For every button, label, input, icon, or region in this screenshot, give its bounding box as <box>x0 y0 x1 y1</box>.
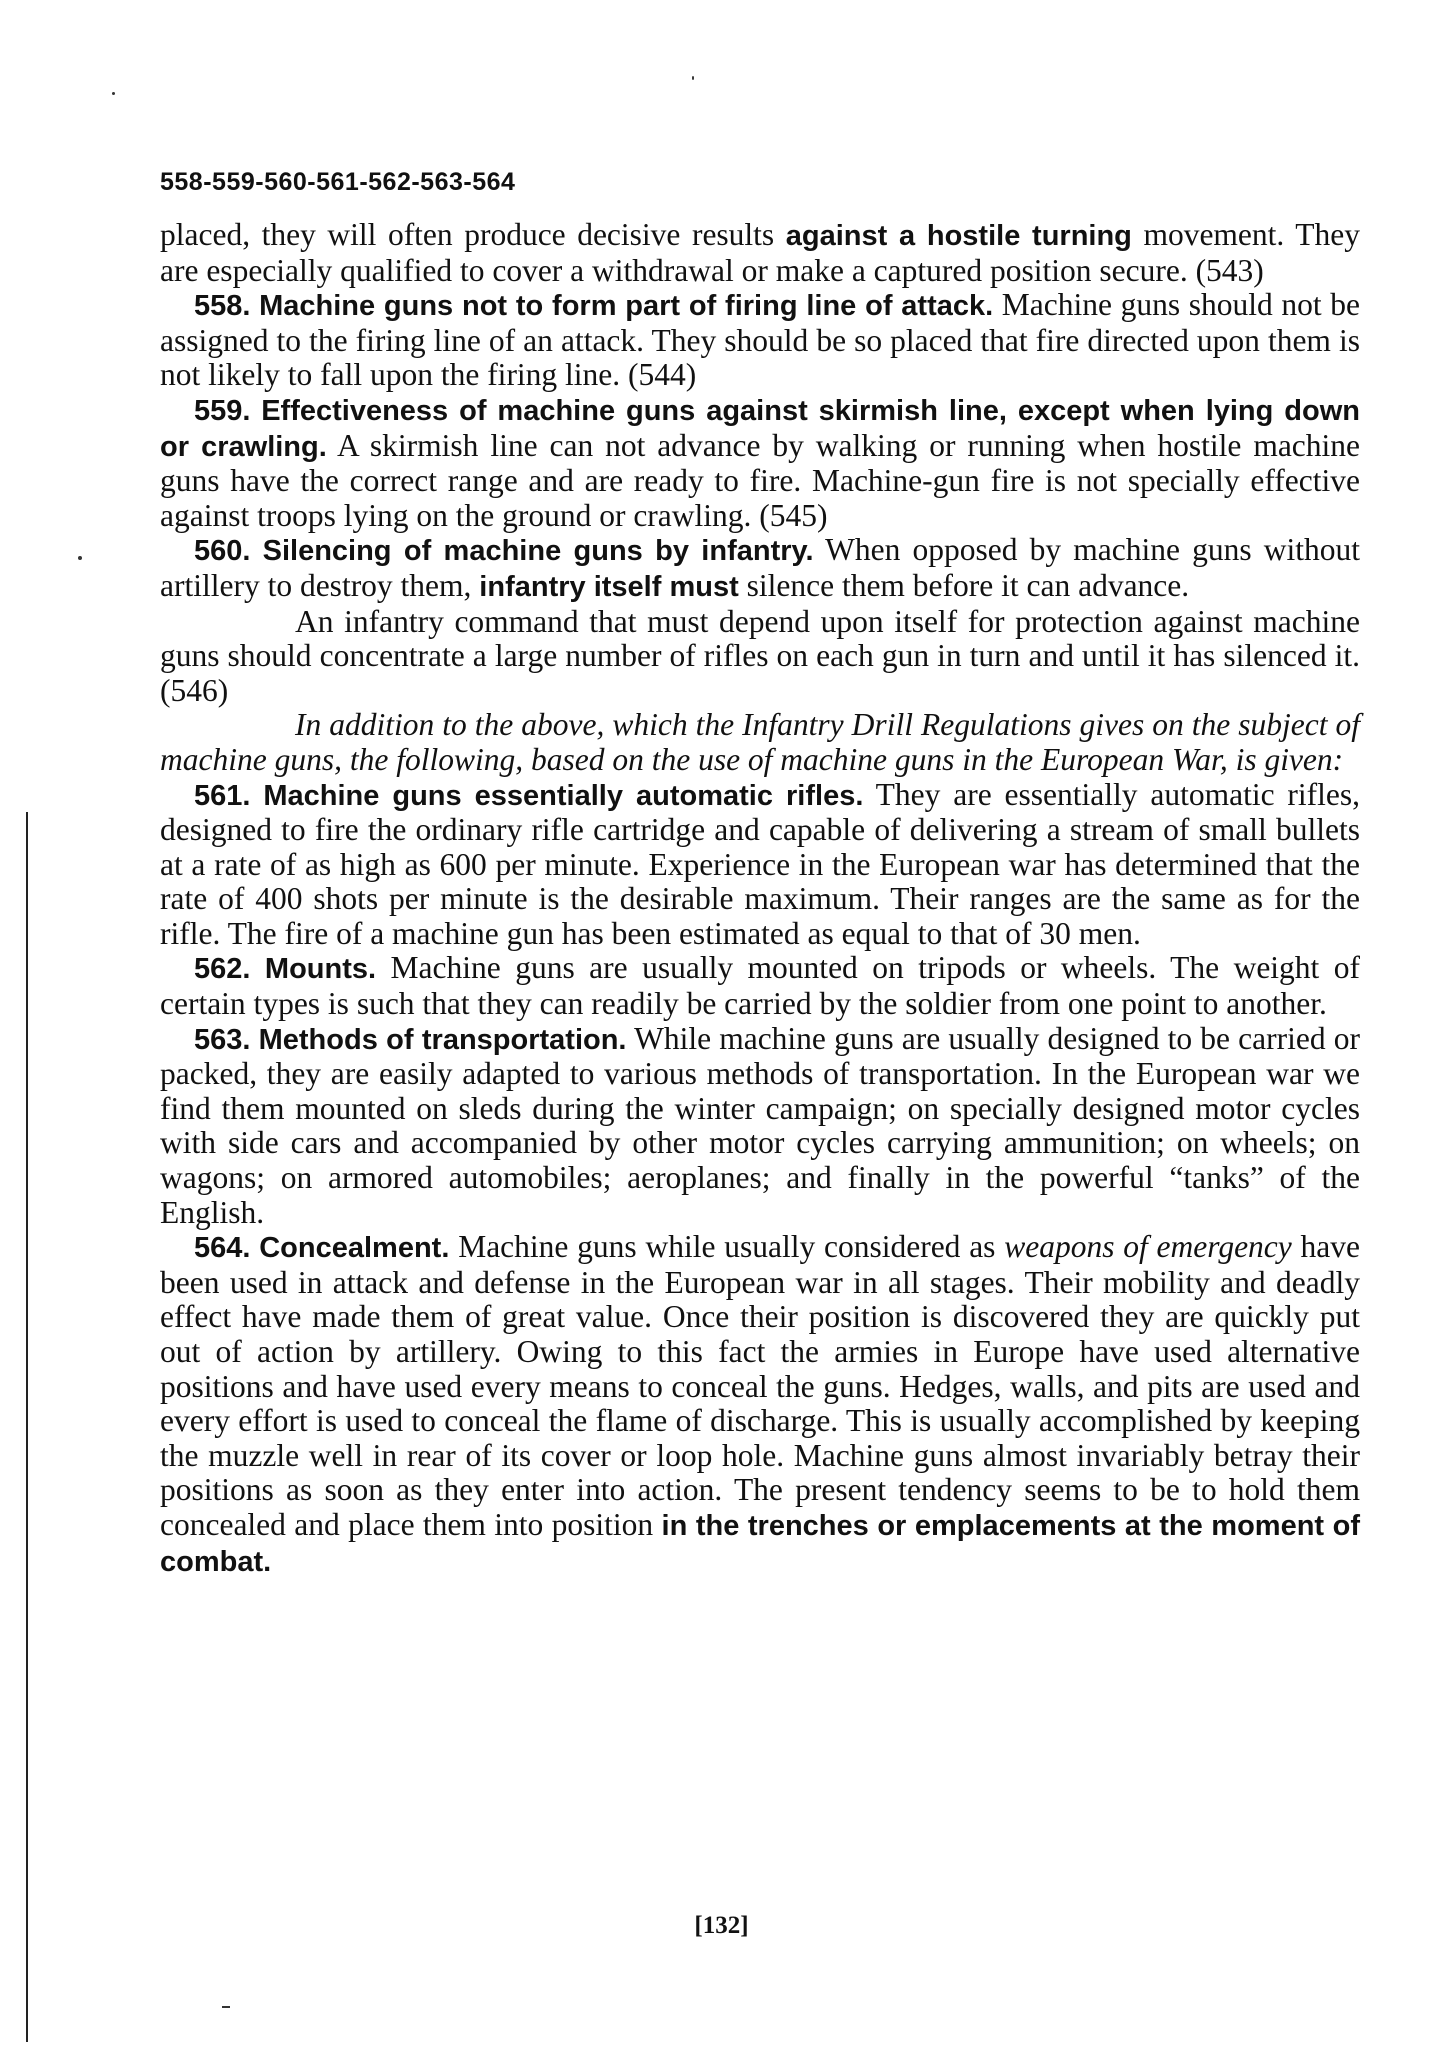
section-title: Silencing of machine guns by infantry. <box>262 535 814 568</box>
paragraph-559 <box>160 393 1360 533</box>
italic-run: weapons of emergency <box>1004 1229 1292 1265</box>
paragraph-560 <box>160 533 1360 604</box>
paragraph-562 <box>160 951 1360 1021</box>
bold-run: in the trenches or emplacements at the moment of combat. <box>160 1509 1360 1578</box>
paragraph-560-continued: An infantry command that must depend upon itself for protection against machine guns should concentrate a large number of rifles on each gun in turn and until it has silenced it. (546) <box>160 603 1360 708</box>
section-title: Machine guns not to form part of firing line of attack. <box>259 290 994 323</box>
paragraph-564 <box>160 1230 1360 1579</box>
section-title: Mounts. <box>264 953 377 986</box>
section-number: 561. <box>194 779 251 812</box>
section-number: 563. <box>194 1023 251 1056</box>
text-run: placed, they will often produce decisive results <box>160 217 786 252</box>
section-number: 558. <box>194 290 251 323</box>
scan-speck <box>222 2006 230 2008</box>
section-text: Machine guns are usually mounted on tripods or wheels. The weight of certain types is such that they can readily be carried by the soldier from one point to another. <box>160 950 1361 1022</box>
paragraph-563 <box>160 1022 1360 1231</box>
editorial-note: In addition to the above, which the Infantry Drill Regulations gives on the subject of machine guns, the following, based on the use of machine guns in the European War, is given: <box>160 707 1360 777</box>
paragraph-561 <box>160 778 1360 952</box>
text-run: have been used in attack and defense in the European war in all stages. Their mobility and deadly effect have made them of great value. Once their position is discovered they are quickly put out of action by artillery. Owing to this fact the armies in Europe have used alternative positions and have used every means to conceal the guns. Hedges, walls, and pits are used and every effort is used to conceal the flame of discharge. This is usually accomplished by keeping the muzzle well in rear of its cover or loop hole. Machine guns almost invariably betray their positions as soon as they enter into action. The present tendency seems to be to hold them concealed and place them into position <box>160 1229 1361 1542</box>
section-number: 564. <box>194 1232 251 1265</box>
scan-margin-line <box>26 812 28 2042</box>
bold-run: infantry itself must <box>479 570 739 603</box>
text-run: movement. They are especially qualified to cover a withdrawal or make a captured position secure. (543) <box>160 217 1360 288</box>
text-run: Machine guns while usually considered as <box>458 1229 1005 1265</box>
scan-speck <box>112 92 115 95</box>
scan-speck <box>692 76 694 80</box>
section-text: While machine guns are usually designed to be carried or packed, they are easily adapted to various methods of transportation. In the European war we find them mounted on sleds during the winter campaign; on specially designed motor cycles with side cars and accompanied by other motor cycles carrying ammunition; on wheels; on wagons; on armored automobiles; aeroplanes; and finally in the powerful “tanks” of the English. <box>160 1020 1360 1230</box>
body-text <box>160 218 1360 1579</box>
section-text: Machine guns should not be assigned to the firing line of an attack. They should be so placed that fire directed upon them is not likely to fall upon the firing line. (544) <box>160 287 1360 393</box>
section-number: 559. <box>194 394 251 427</box>
section-number: 560. <box>194 535 251 568</box>
text-run: When opposed by machine guns without artillery to destroy them, <box>160 532 1361 603</box>
section-text: They are essentially automatic rifles, designed to fire the ordinary rifle cartridge and capable of delivering a stream of small bullets at a rate of as high as 600 per minute. Experience in the European war has determined that the rate of 400 shots per minute is the desirable maximum. Their ranges are the same as for the rifle. The fire of a machine gun has been estimated as equal to that of 30 men. <box>160 776 1360 951</box>
section-title: Concealment. <box>259 1232 450 1265</box>
scan-speck <box>78 556 82 560</box>
paragraph-continuation <box>160 218 1360 288</box>
bold-run: against a hostile turning <box>785 220 1132 252</box>
section-range-header: 558-559-560-561-562-563-564 <box>160 168 516 196</box>
text-run: silence them before it can advance. <box>738 567 1190 603</box>
paragraph-558 <box>160 288 1360 393</box>
section-number: 562. <box>194 953 251 986</box>
section-title: Methods of transportation. <box>258 1023 627 1056</box>
page-number: [132] <box>694 1912 749 1939</box>
section-text: A skirmish line can not advance by walking or running when hostile machine guns have the correct range and are ready to fire. Machine-gun fire is not specially effective against troops lying on the ground or crawling. (545) <box>160 427 1361 533</box>
section-title: Machine guns essentially automatic rifles. <box>263 779 864 812</box>
section-title: Effectiveness of machine guns against skirmish line, except when lying down or crawling. <box>160 394 1360 463</box>
